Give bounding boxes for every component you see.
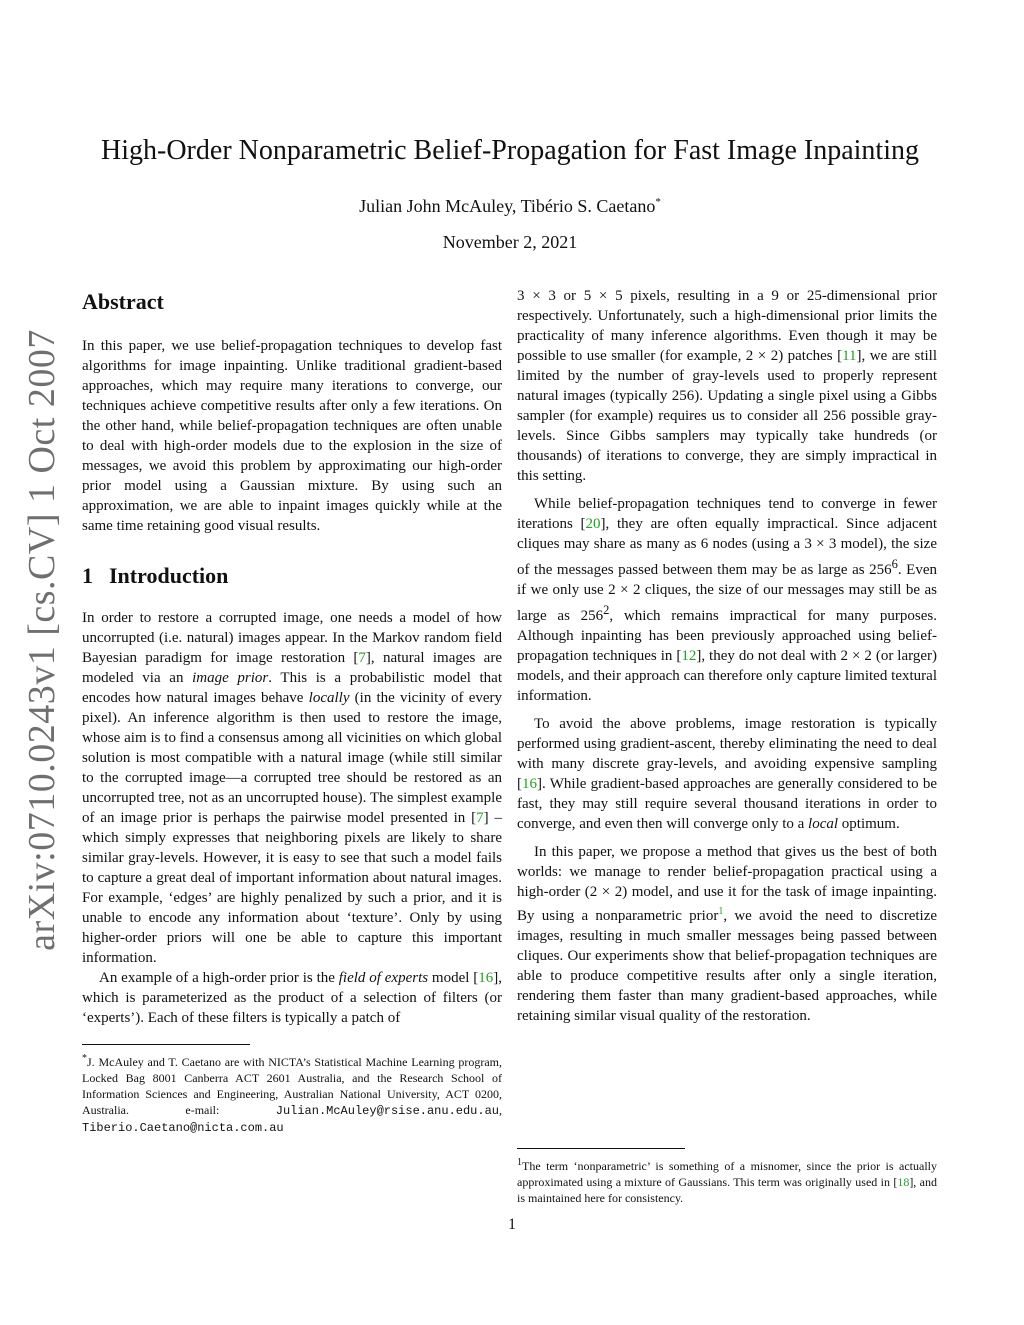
email-link[interactable]: Julian.McAuley@rsise.anu.edu.au xyxy=(275,1104,499,1118)
right-footnote-block xyxy=(517,1132,937,1206)
footnote-divider xyxy=(517,1148,685,1149)
citation-link[interactable]: 11 xyxy=(842,348,857,364)
text-run: , we avoid the need to discretize images, resulting in much smaller messages being passed between cliques. Our experiments show that belief-propagation techniques are able to produce competitive results after only a single iteration, rendering them faster than many gradient-based approaches, while retaining similar visual quality of the restoration. xyxy=(517,908,938,1024)
text-run: . This is a probabilistic model that encodes how natural images behave xyxy=(82,670,503,706)
body-paragraph xyxy=(517,714,937,834)
emphasis: field of experts xyxy=(338,970,429,986)
page-number: 1 xyxy=(508,1216,516,1233)
emphasis: locally xyxy=(308,690,350,706)
emphasis: local xyxy=(808,816,839,832)
footnote-text: J. McAuley and T. Caetano are with NICTA’s Statistical Machine Learning program, Locked Bag 8001 Canberra ACT 2601 Australia, and the Research School of Information Sciences and Engineering, Australian National University, ACT 0200, Australia. e-mail: xyxy=(82,1055,502,1117)
footnote-link[interactable]: 1 xyxy=(718,906,724,917)
text-run: While belief-propagation techniques tend to converge in fewer iterations [ xyxy=(517,496,937,532)
author-names: Julian John McAuley, Tibério S. Caetano xyxy=(359,196,656,216)
paper-title: High-Order Nonparametric Belief-Propagation for Fast Image Inpainting xyxy=(101,135,919,166)
citation-link[interactable]: 12 xyxy=(681,648,697,664)
footnote-mark: * xyxy=(82,1053,87,1064)
text-run: (in the vicinity of every pixel). An inference algorithm is then used to restore the image, whose aim is to find a consensus among all vicinities on which global solution is most compatible with a natural image (while still similar to the corrupted image—a corrupted tree should be restored as an uncorrupted tree, not as an uncorrupted house). The simplest example of an image prior is perhaps the pairwise model presented in [ xyxy=(82,690,503,826)
introduction-paragraph-1 xyxy=(82,608,502,968)
footnote-affiliation xyxy=(82,1051,502,1136)
author-line xyxy=(80,190,940,218)
author-footnote-mark: * xyxy=(655,196,661,208)
text-run: ], which is parameterized as the product of a selection of filters (or ‘experts’). Each of these filters is typically a patch of xyxy=(82,970,502,1026)
exponent: 6 xyxy=(891,557,898,571)
footnote-divider xyxy=(82,1044,250,1045)
citation-link[interactable]: 16 xyxy=(478,970,494,986)
text-run: To avoid the above problems, image restoration is typically performed using gradient-ascent, thereby eliminating the need to deal with many discrete gray-levels, and avoiding expensive sampling [ xyxy=(517,716,937,792)
text-run: optimum. xyxy=(838,816,900,832)
text-run: 3 × 3 or 5 × 5 pixels, resulting in a 9 or 25-dimensional prior respectively. Unfortunately, such a high-dimensional prior limits the practicality of many inference algorithms. Even though it may be possible to use smaller (for example, 2 × 2) patches [ xyxy=(517,288,937,364)
footnote-text: ], and is maintained here for consistency. xyxy=(517,1175,937,1205)
arxiv-identifier: arXiv:0710.0243v1 [cs.CV] 1 Oct 2007 xyxy=(21,329,63,951)
abstract-text: In this paper, we use belief-propagation techniques to develop fast algorithms for image inpainting. Unlike traditional gradient-based approaches, which may require many iterations to converge, our techniques achieve competitive results after only a few iterations. On the other hand, while belief-propagation techniques are often unable to deal with high-order models due to the explosion in the size of messages, we avoid this problem by approximating our high-order prior model using a Gaussian mixture. By using such an approximation, we are able to inpaint images quickly while at the same time retaining good visual results. xyxy=(82,338,502,534)
text-run: ]. While gradient-based approaches are generally considered to be fast, they may still require several thousand iterations in order to converge, and even then will converge only to a xyxy=(517,776,937,832)
section-number: 1 xyxy=(82,563,93,588)
text-run: , xyxy=(499,1103,502,1117)
text-run: . Even if we only use 2 × 2 cliques, the size of our messages may still be as large as 256 xyxy=(517,562,937,624)
body-paragraph xyxy=(517,494,937,706)
section-title: Introduction xyxy=(109,563,229,588)
text-run: , which remains impractical for many purposes. Although inpainting has been previously approached using belief-propagation techniques in [ xyxy=(517,608,938,664)
citation-link[interactable]: 7 xyxy=(476,810,484,826)
footnote-text: The term ‘nonparametric’ is something of a misnomer, since the prior is actually approximated using a mixture of Gaussians. This term was originally used in [ xyxy=(517,1159,937,1189)
text-run: model [ xyxy=(428,970,479,986)
exponent: 2 xyxy=(603,603,610,617)
text-run: ], they are often equally impractical. Since adjacent cliques may share as many as 6 nodes (using a 3 × 3 model), the size of the messages passed between them may be as large as 256 xyxy=(517,516,937,578)
text-run: ], natural images are modeled via an xyxy=(82,650,502,686)
right-column xyxy=(517,286,937,1034)
body-paragraph xyxy=(517,286,937,486)
text-run: An example of a high-order prior is the xyxy=(99,970,339,986)
text-run: ] – which simply expresses that neighboring pixels are likely to share similar gray-levels. However, it is easy to see that such a model fails to capture a great deal of important information about natural images. For example, ‘edges’ are highly penalized by such a prior, and it is unable to encode any information about ‘texture’. Only by using higher-order priors will one be able to capture this important information. xyxy=(82,810,502,966)
citation-link[interactable]: 20 xyxy=(585,516,601,532)
body-paragraph xyxy=(517,842,937,1026)
footnote-mark: 1 xyxy=(517,1157,522,1168)
paper-date: November 2, 2021 xyxy=(442,232,578,252)
text-run: In order to restore a corrupted image, one needs a model of how uncorrupted (i.e. natural) images appear. In the Markov random field Bayesian paradigm for image restoration [ xyxy=(82,610,502,666)
text-run: ], they do not deal with 2 × 2 (or larger) models, and their approach can therefore only capture limited textural information. xyxy=(517,648,937,704)
citation-link[interactable]: 7 xyxy=(358,650,366,666)
citation-link[interactable]: 18 xyxy=(897,1175,910,1189)
section-heading-introduction xyxy=(82,562,502,590)
text-run: In this paper, we propose a method that gives us the best of both worlds: we manage to render belief-propagation practical using a high-order (2 × 2) model, and use it for the task of image inpainting. By using a nonparametric prior xyxy=(517,844,937,924)
abstract-heading: Abstract xyxy=(82,289,164,314)
emphasis: image prior xyxy=(192,670,269,686)
citation-link[interactable]: 16 xyxy=(522,776,537,792)
text-run: ], we are still limited by the number of gray-levels used to properly represent natural images (typically 256). Updating a single pixel using a Gibbs sampler (for example) requires us to consider all 256 possible gray-levels. Since Gibbs samplers may typically take hundreds (or thousands) of iterations to converge, they are simply impractical in this setting. xyxy=(517,348,937,484)
email-link[interactable]: Tiberio.Caetano@nicta.com.au xyxy=(82,1121,284,1135)
left-column xyxy=(82,286,502,1144)
footnote-nonparametric xyxy=(517,1155,937,1206)
introduction-paragraph-2 xyxy=(82,968,502,1028)
